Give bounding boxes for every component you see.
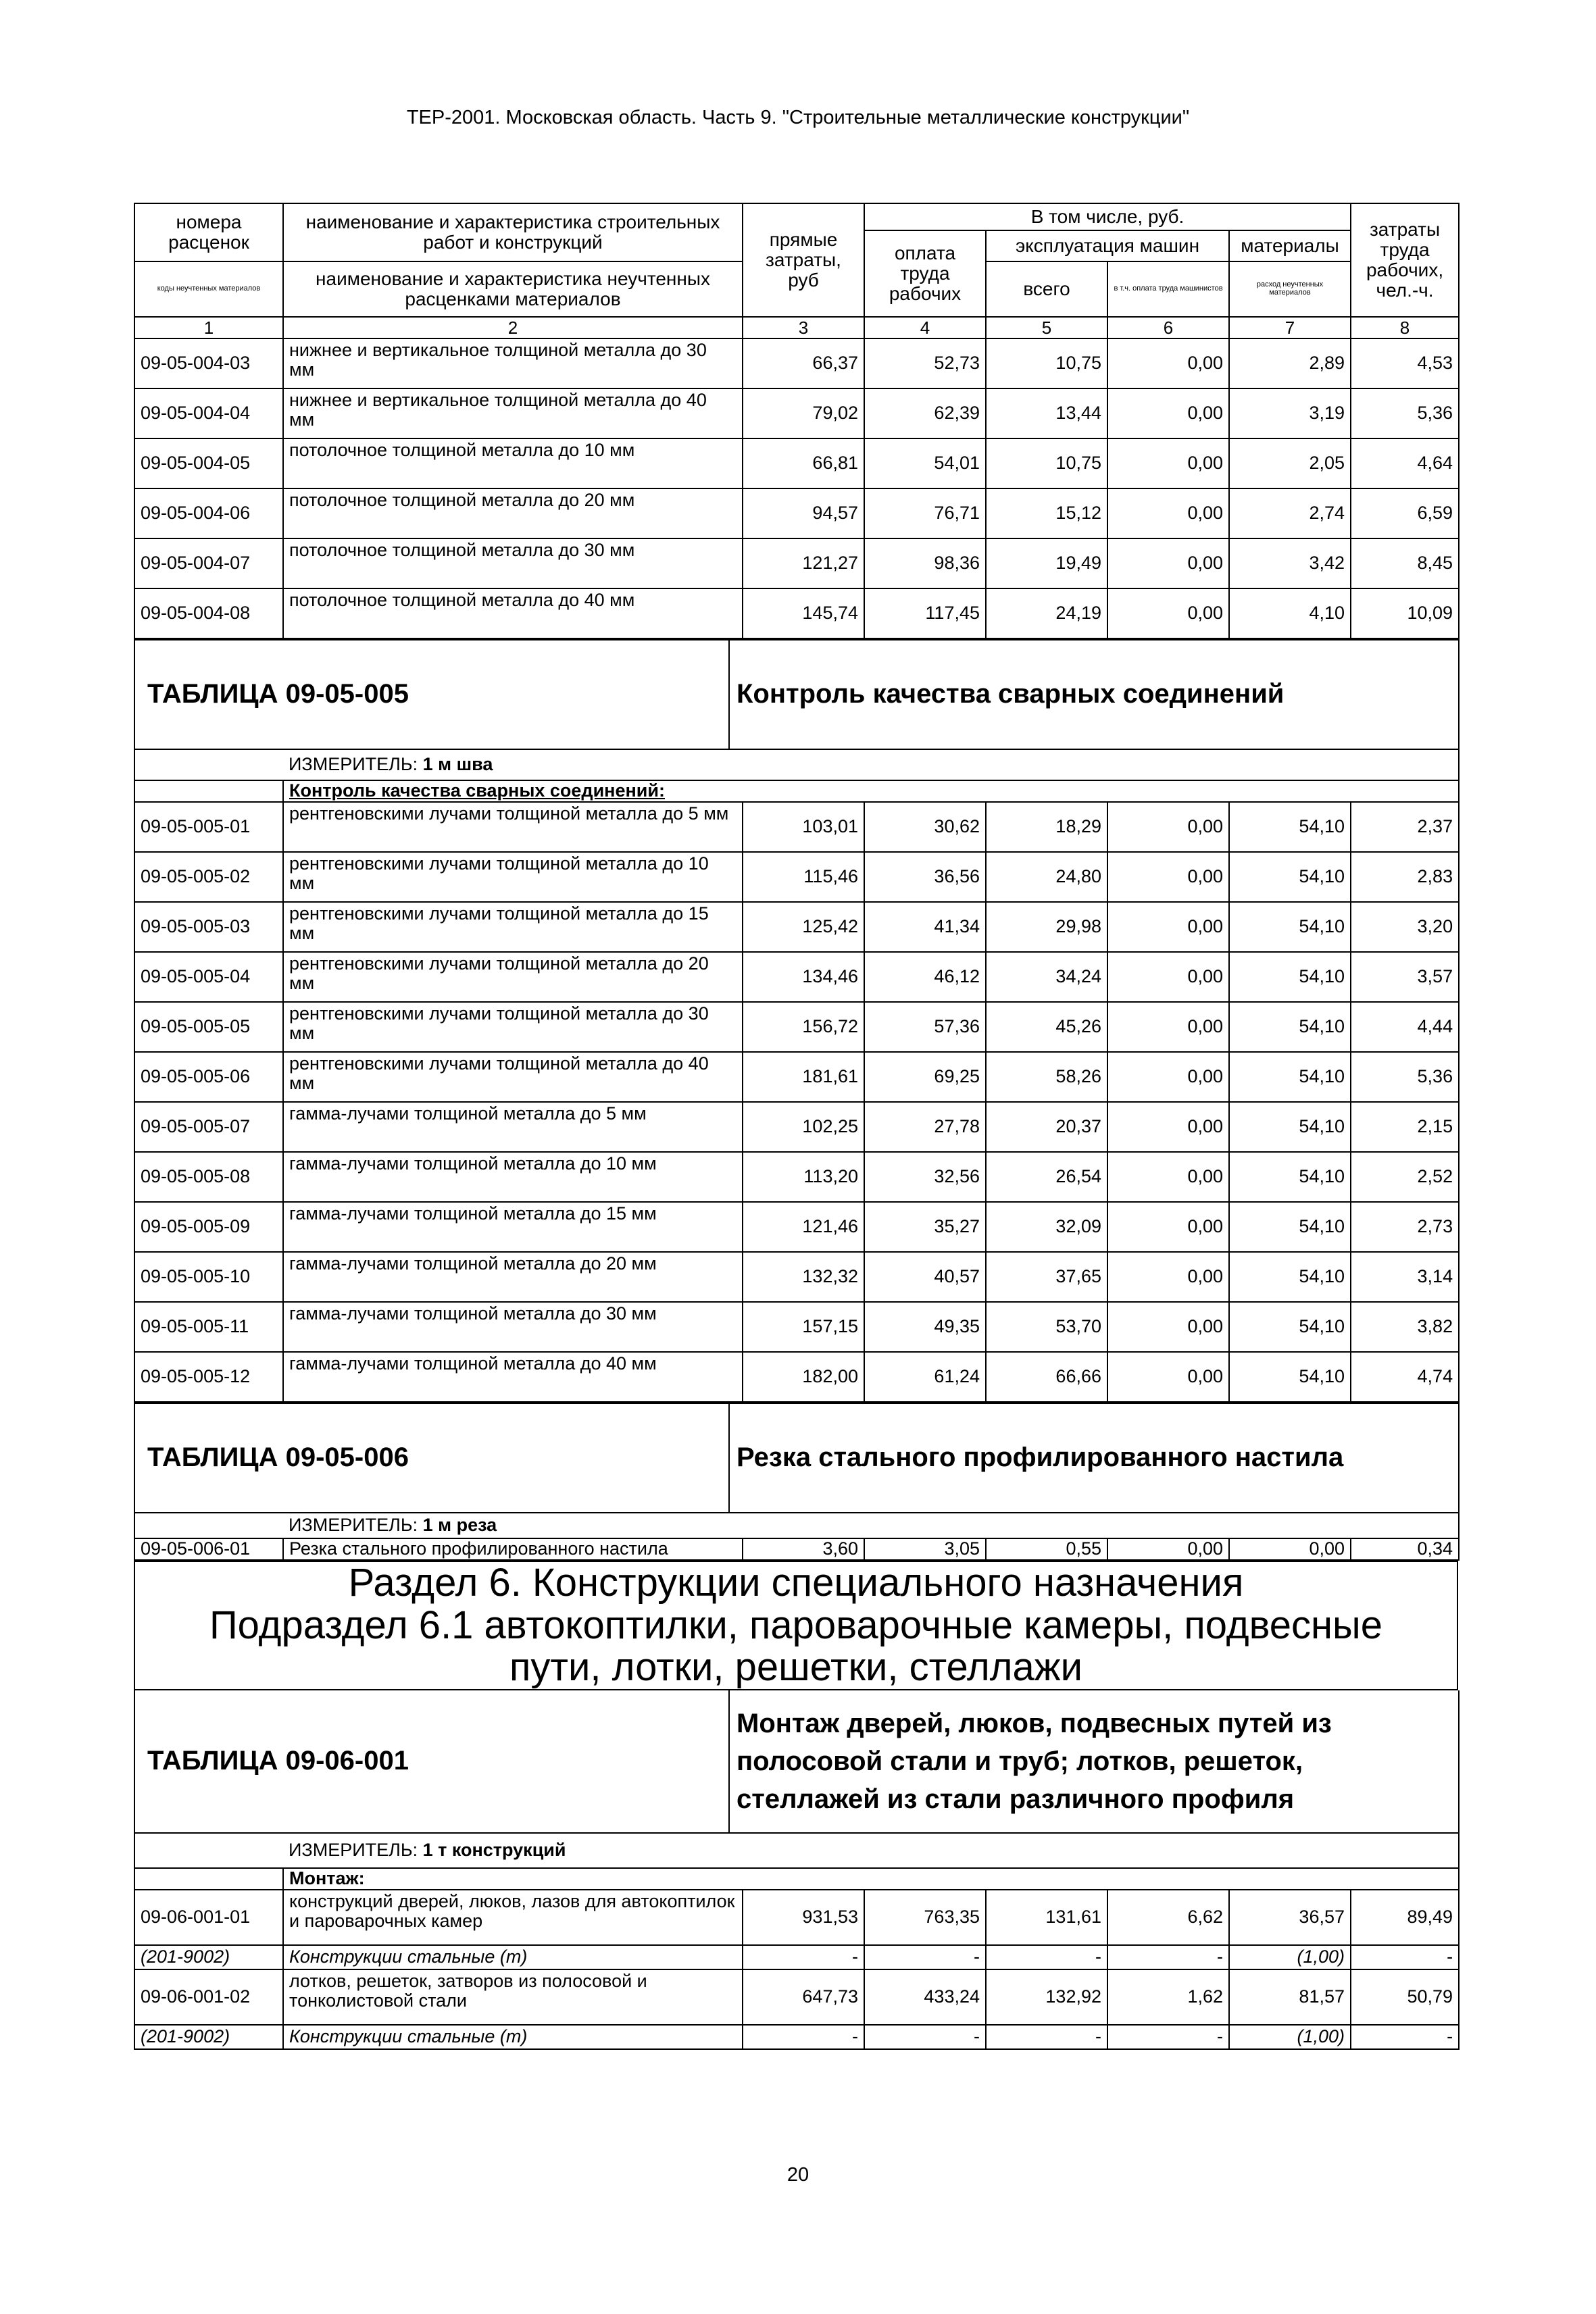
table-601-title-line: полосовой стали и труб; лотков, решеток,	[737, 1746, 1303, 1776]
col-header-machines: эксплуатация машин	[986, 230, 1229, 261]
row-code: 09-06-001-01	[134, 1890, 283, 1945]
row-value: 2,74	[1229, 488, 1351, 538]
price-table	[134, 203, 1460, 639]
row-value: 3,05	[864, 1538, 986, 1560]
row-value: 0,00	[1107, 852, 1229, 902]
row-value: 145,74	[743, 588, 864, 638]
table-601-body	[134, 1834, 1460, 2050]
row-name: рентгеновскими лучами толщиной металла до 20 мм	[283, 952, 743, 1002]
row-code: 09-05-006-01	[134, 1538, 283, 1560]
row-name: потолочное толщиной металла до 30 мм	[283, 538, 743, 588]
col-num: 8	[1351, 317, 1459, 338]
row-value: 94,57	[743, 488, 864, 538]
material-value: -	[743, 1945, 864, 1969]
material-value: -	[986, 2025, 1107, 2049]
row-code: 09-05-004-06	[134, 488, 283, 538]
row-value: 157,15	[743, 1302, 864, 1352]
subsection-title-line1: Подраздел 6.1 автокоптилки, пароварочные камеры, подвесные	[209, 1603, 1382, 1647]
table-005-group-label: Контроль качества сварных соединений:	[283, 780, 1459, 802]
col-header-labor: затраты труда рабочих, чел.-ч.	[1351, 203, 1459, 317]
row-value: 0,00	[1107, 802, 1229, 852]
row-value: 66,81	[743, 438, 864, 488]
table-601-title-line: Монтаж дверей, люков, подвесных путей из	[737, 1708, 1332, 1738]
row-value: 54,10	[1229, 1152, 1351, 1202]
section-heading-block	[134, 1561, 1458, 1690]
row-value: 6,59	[1351, 488, 1459, 538]
row-name: рентгеновскими лучами толщиной металла до 15 мм	[283, 902, 743, 952]
row-value: 103,01	[743, 802, 864, 852]
row-value: 0,00	[1107, 1352, 1229, 1402]
row-value: 0,00	[1107, 488, 1229, 538]
meter-unit: 1 м шва	[422, 754, 493, 775]
row-value: 15,12	[986, 488, 1107, 538]
section-title: Раздел 6. Конструкции специального назначения	[348, 1561, 1244, 1605]
page-number: 20	[787, 2164, 809, 2186]
row-name: гамма-лучами толщиной металла до 30 мм	[283, 1302, 743, 1352]
table-005-label: ТАБЛИЦА 09-05-005	[134, 640, 729, 749]
row-value: 134,46	[743, 952, 864, 1002]
material-row	[134, 2025, 1459, 2049]
row-value: 0,00	[1107, 1202, 1229, 1252]
table-row	[134, 1969, 1459, 2025]
row-value: 54,10	[1229, 952, 1351, 1002]
row-value: 81,57	[1229, 1969, 1351, 2025]
row-value: 2,89	[1229, 338, 1351, 388]
meter-unit: 1 т конструкций	[422, 1840, 566, 1861]
row-value: 113,20	[743, 1152, 864, 1202]
row-value: 117,45	[864, 588, 986, 638]
row-value: 0,00	[1107, 1302, 1229, 1352]
meter-prefix: ИЗМЕРИТЕЛЬ:	[289, 1840, 418, 1861]
col-header-codes-label: номера расценок	[168, 211, 249, 253]
row-value: 182,00	[743, 1352, 864, 1402]
table-row	[134, 1890, 1459, 1945]
material-row	[134, 1945, 1459, 1969]
table-006-title-block	[134, 1403, 1460, 1513]
row-code: 09-05-005-03	[134, 902, 283, 952]
row-value: 4,10	[1229, 588, 1351, 638]
table-row	[134, 902, 1459, 952]
row-value: 0,00	[1107, 1252, 1229, 1302]
material-value: (1,00)	[1229, 1945, 1351, 1969]
row-code: 09-05-005-11	[134, 1302, 283, 1352]
row-value: 3,57	[1351, 952, 1459, 1002]
row-value: 54,10	[1229, 1052, 1351, 1102]
row-value: 41,34	[864, 902, 986, 952]
row-value: 20,37	[986, 1102, 1107, 1152]
row-value: 66,37	[743, 338, 864, 388]
row-value: 3,60	[743, 1538, 864, 1560]
col-header-name	[283, 203, 743, 261]
row-code: 09-05-004-04	[134, 388, 283, 438]
row-value: 3,14	[1351, 1252, 1459, 1302]
row-value: 54,10	[1229, 852, 1351, 902]
row-value: 102,25	[743, 1102, 864, 1152]
table-601-title-block	[134, 1690, 1460, 1834]
row-value: 181,61	[743, 1052, 864, 1102]
row-code: 09-05-005-05	[134, 1002, 283, 1052]
table-005-meter-row	[134, 750, 1459, 780]
row-value: 115,46	[743, 852, 864, 902]
row-value: 4,64	[1351, 438, 1459, 488]
row-value: 647,73	[743, 1969, 864, 2025]
row-name: потолочное толщиной металла до 20 мм	[283, 488, 743, 538]
col-header-group: В том числе, руб.	[864, 203, 1351, 230]
row-value: 36,56	[864, 852, 986, 902]
row-value: 54,10	[1229, 1302, 1351, 1352]
row-value: 18,29	[986, 802, 1107, 852]
table-601-label: ТАБЛИЦА 09-06-001	[134, 1690, 729, 1833]
row-value: 2,83	[1351, 852, 1459, 902]
col-header-name-label: наименование и характеристика строительных работ и конструкций	[305, 211, 720, 253]
row-value: 0,00	[1107, 588, 1229, 638]
table-006-title-row	[134, 1403, 1459, 1513]
material-value: -	[864, 1945, 986, 1969]
row-name: гамма-лучами толщиной металла до 15 мм	[283, 1202, 743, 1252]
row-value: 125,42	[743, 902, 864, 952]
row-value: 62,39	[864, 388, 986, 438]
table-row	[134, 338, 1459, 388]
row-value: 2,73	[1351, 1202, 1459, 1252]
row-value: 0,00	[1107, 338, 1229, 388]
col-num: 6	[1107, 317, 1229, 338]
material-name: Конструкции стальные (т)	[283, 1945, 743, 1969]
row-value: 40,57	[864, 1252, 986, 1302]
col-header-unaccounted-name: наименование и характеристика неучтенных расценками материалов	[283, 261, 743, 317]
row-value: 0,00	[1107, 1152, 1229, 1202]
col-header-codes	[134, 203, 283, 261]
row-code: 09-05-005-02	[134, 852, 283, 902]
table-row	[134, 952, 1459, 1002]
table-006-meter-row	[134, 1513, 1459, 1538]
row-value: 121,46	[743, 1202, 864, 1252]
material-value: -	[1107, 1945, 1229, 1969]
row-value: 52,73	[864, 338, 986, 388]
row-code: 09-05-005-07	[134, 1102, 283, 1152]
table-row	[134, 1202, 1459, 1252]
row-name: потолочное толщиной металла до 40 мм	[283, 588, 743, 638]
meter-spacer	[134, 1834, 283, 1868]
row-value: 0,00	[1107, 388, 1229, 438]
col-num: 2	[283, 317, 743, 338]
row-value: 30,62	[864, 802, 986, 852]
table-601-group-label: Монтаж:	[283, 1868, 1459, 1890]
table-005-title-block	[134, 639, 1460, 750]
col-num: 3	[743, 317, 864, 338]
table-005-meter-block	[134, 750, 1460, 1403]
table-601-title	[729, 1690, 1459, 1833]
row-value: 0,00	[1229, 1538, 1351, 1560]
row-value: 66,66	[986, 1352, 1107, 1402]
group-spacer	[134, 780, 283, 802]
row-value: 0,00	[1107, 902, 1229, 952]
table-row	[134, 1352, 1459, 1402]
row-code: 09-05-004-03	[134, 338, 283, 388]
table-006-label: ТАБЛИЦА 09-05-006	[134, 1403, 729, 1513]
row-value: 32,56	[864, 1152, 986, 1202]
row-value: 931,53	[743, 1890, 864, 1945]
col-num: 5	[986, 317, 1107, 338]
table-row	[134, 802, 1459, 852]
col-header-machines-total: всего	[986, 261, 1107, 317]
material-value: -	[1351, 1945, 1459, 1969]
table-row	[134, 438, 1459, 488]
table-row	[134, 1538, 1459, 1560]
row-name: рентгеновскими лучами толщиной металла до 5 мм	[283, 802, 743, 852]
row-value: 3,42	[1229, 538, 1351, 588]
row-value: 2,05	[1229, 438, 1351, 488]
row-value: 37,65	[986, 1252, 1107, 1302]
row-value: 10,09	[1351, 588, 1459, 638]
table-601-meter-row	[134, 1834, 1459, 1868]
row-value: 36,57	[1229, 1890, 1351, 1945]
row-value: 54,01	[864, 438, 986, 488]
row-name: Резка стального профилированного настила	[283, 1538, 743, 1560]
table-005-title: Контроль качества сварных соединений	[729, 640, 1459, 749]
row-value: 0,00	[1107, 952, 1229, 1002]
row-value: 98,36	[864, 538, 986, 588]
material-value: -	[986, 1945, 1107, 1969]
row-value: 10,75	[986, 438, 1107, 488]
row-value: 0,00	[1107, 538, 1229, 588]
row-value: 54,10	[1229, 1252, 1351, 1302]
row-value: 132,32	[743, 1252, 864, 1302]
row-name: гамма-лучами толщиной металла до 20 мм	[283, 1252, 743, 1302]
section-heading	[134, 1561, 1457, 1690]
row-value: 58,26	[986, 1052, 1107, 1102]
row-name: конструкций дверей, люков, лазов для автокоптилок и пароварочных камер	[283, 1890, 743, 1945]
row-value: 121,27	[743, 538, 864, 588]
row-name: рентгеновскими лучами толщиной металла до 10 мм	[283, 852, 743, 902]
row-value: 131,61	[986, 1890, 1107, 1945]
row-value: 2,15	[1351, 1102, 1459, 1152]
row-value: 156,72	[743, 1002, 864, 1052]
page-header: ТЕР-2001. Московская область. Часть 9. "Строительные металлические конструкции"	[406, 107, 1190, 128]
row-value: 49,35	[864, 1302, 986, 1352]
row-value: 54,10	[1229, 802, 1351, 852]
table-005-meter	[283, 750, 1459, 780]
row-value: 132,92	[986, 1969, 1107, 2025]
row-value: 0,00	[1107, 1538, 1229, 1560]
row-code: 09-05-004-05	[134, 438, 283, 488]
row-value: 79,02	[743, 388, 864, 438]
col-num: 1	[134, 317, 283, 338]
table-006-body	[134, 1513, 1460, 1561]
row-value: 89,49	[1351, 1890, 1459, 1945]
row-value: 433,24	[864, 1969, 986, 2025]
row-value: 46,12	[864, 952, 986, 1002]
table-005-group-row	[134, 780, 1459, 802]
row-value: 19,49	[986, 538, 1107, 588]
row-value: 54,10	[1229, 1352, 1351, 1402]
row-value: 0,00	[1107, 1052, 1229, 1102]
row-value: 5,36	[1351, 388, 1459, 438]
row-name: лотков, решеток, затворов из полосовой и тонколистовой стали	[283, 1969, 743, 2025]
table-row	[134, 1102, 1459, 1152]
table-006-title: Резка стального профилированного настила	[729, 1403, 1459, 1513]
meter-prefix: ИЗМЕРИТЕЛЬ:	[289, 754, 418, 775]
col-header-unaccounted-codes: коды неучтенных материалов	[134, 261, 283, 317]
row-value: 13,44	[986, 388, 1107, 438]
row-value: 24,19	[986, 588, 1107, 638]
row-value: 35,27	[864, 1202, 986, 1252]
material-value: -	[864, 2025, 986, 2049]
table-row	[134, 1002, 1459, 1052]
row-name: гамма-лучами толщиной металла до 5 мм	[283, 1102, 743, 1152]
material-name: Конструкции стальные (т)	[283, 2025, 743, 2049]
col-num: 4	[864, 317, 986, 338]
table-row	[134, 488, 1459, 538]
row-value: 5,36	[1351, 1052, 1459, 1102]
subsection-title-line2: пути, лотки, решетки, стеллажи	[509, 1645, 1082, 1690]
row-value: 45,26	[986, 1002, 1107, 1052]
row-value: 3,19	[1229, 388, 1351, 438]
material-code: (201-9002)	[134, 1945, 283, 1969]
table-row	[134, 1252, 1459, 1302]
row-value: 54,10	[1229, 1002, 1351, 1052]
section-heading-row	[134, 1561, 1457, 1690]
material-value: -	[1351, 2025, 1459, 2049]
col-header-unaccounted-materials: расход неучтенных материалов	[1229, 261, 1351, 317]
row-value: 6,62	[1107, 1890, 1229, 1945]
row-value: 53,70	[986, 1302, 1107, 1352]
meter-unit: 1 м реза	[422, 1515, 497, 1536]
row-value: 54,10	[1229, 1102, 1351, 1152]
row-value: 54,10	[1229, 1202, 1351, 1252]
table-row	[134, 588, 1459, 638]
row-value: 34,24	[986, 952, 1107, 1002]
row-name: рентгеновскими лучами толщиной металла до 40 мм	[283, 1052, 743, 1102]
row-value: 1,62	[1107, 1969, 1229, 2025]
row-value: 0,34	[1351, 1538, 1459, 1560]
table-601-title-row	[134, 1690, 1459, 1833]
row-code: 09-05-004-07	[134, 538, 283, 588]
row-code: 09-05-005-01	[134, 802, 283, 852]
row-value: 0,00	[1107, 1102, 1229, 1152]
row-value: 4,74	[1351, 1352, 1459, 1402]
row-code: 09-05-005-09	[134, 1202, 283, 1252]
row-value: 10,75	[986, 338, 1107, 388]
row-value: 61,24	[864, 1352, 986, 1402]
row-code: 09-05-005-10	[134, 1252, 283, 1302]
row-value: 2,37	[1351, 802, 1459, 852]
row-name: нижнее и вертикальное толщиной металла до 40 мм	[283, 388, 743, 438]
row-code: 09-05-004-08	[134, 588, 283, 638]
row-code: 09-06-001-02	[134, 1969, 283, 2025]
row-code: 09-05-005-08	[134, 1152, 283, 1202]
row-value: 50,79	[1351, 1969, 1459, 2025]
row-name: гамма-лучами толщиной металла до 40 мм	[283, 1352, 743, 1402]
table-row	[134, 388, 1459, 438]
row-value: 0,00	[1107, 1002, 1229, 1052]
row-name: рентгеновскими лучами толщиной металла до 30 мм	[283, 1002, 743, 1052]
row-code: 09-05-005-12	[134, 1352, 283, 1402]
row-value: 29,98	[986, 902, 1107, 952]
col-header-operator-wages: в т.ч. оплата труда машинистов	[1107, 261, 1229, 317]
table-006-meter	[283, 1513, 1459, 1538]
row-value: 8,45	[1351, 538, 1459, 588]
row-value: 2,52	[1351, 1152, 1459, 1202]
meter-prefix: ИЗМЕРИТЕЛЬ:	[289, 1515, 418, 1536]
row-value: 26,54	[986, 1152, 1107, 1202]
table-row	[134, 538, 1459, 588]
row-value: 54,10	[1229, 902, 1351, 952]
row-code: 09-05-005-06	[134, 1052, 283, 1102]
table-row	[134, 852, 1459, 902]
meter-spacer	[134, 750, 283, 780]
meter-spacer	[134, 1513, 283, 1538]
table-row	[134, 1302, 1459, 1352]
col-header-materials: материалы	[1229, 230, 1351, 261]
group-spacer	[134, 1868, 283, 1890]
col-header-direct-costs: прямые затраты, руб	[743, 203, 864, 317]
material-value: -	[1107, 2025, 1229, 2049]
table-005-title-row	[134, 640, 1459, 749]
row-value: 0,00	[1107, 438, 1229, 488]
row-value: 57,36	[864, 1002, 986, 1052]
column-numbers-row	[134, 317, 1459, 338]
row-value: 76,71	[864, 488, 986, 538]
row-value: 3,82	[1351, 1302, 1459, 1352]
price-table-sheet	[134, 203, 1458, 2050]
material-value: -	[743, 2025, 864, 2049]
table-601-title-line: стеллажей из стали различного профиля	[737, 1784, 1295, 1814]
header-row-top	[134, 203, 1459, 230]
row-value: 27,78	[864, 1102, 986, 1152]
row-value: 69,25	[864, 1052, 986, 1102]
row-code: 09-05-005-04	[134, 952, 283, 1002]
table-601-group-row	[134, 1868, 1459, 1890]
material-value: (1,00)	[1229, 2025, 1351, 2049]
row-value: 4,53	[1351, 338, 1459, 388]
table-row	[134, 1052, 1459, 1102]
row-name: потолочное толщиной металла до 10 мм	[283, 438, 743, 488]
table-601-meter	[283, 1834, 1459, 1868]
row-value: 3,20	[1351, 902, 1459, 952]
row-value: 4,44	[1351, 1002, 1459, 1052]
col-header-wages: оплата труда рабочих	[864, 230, 986, 317]
row-value: 0,55	[986, 1538, 1107, 1560]
table-row	[134, 1152, 1459, 1202]
col-num: 7	[1229, 317, 1351, 338]
row-value: 32,09	[986, 1202, 1107, 1252]
row-name: нижнее и вертикальное толщиной металла до 30 мм	[283, 338, 743, 388]
material-code: (201-9002)	[134, 2025, 283, 2049]
row-name: гамма-лучами толщиной металла до 10 мм	[283, 1152, 743, 1202]
row-value: 24,80	[986, 852, 1107, 902]
row-value: 763,35	[864, 1890, 986, 1945]
